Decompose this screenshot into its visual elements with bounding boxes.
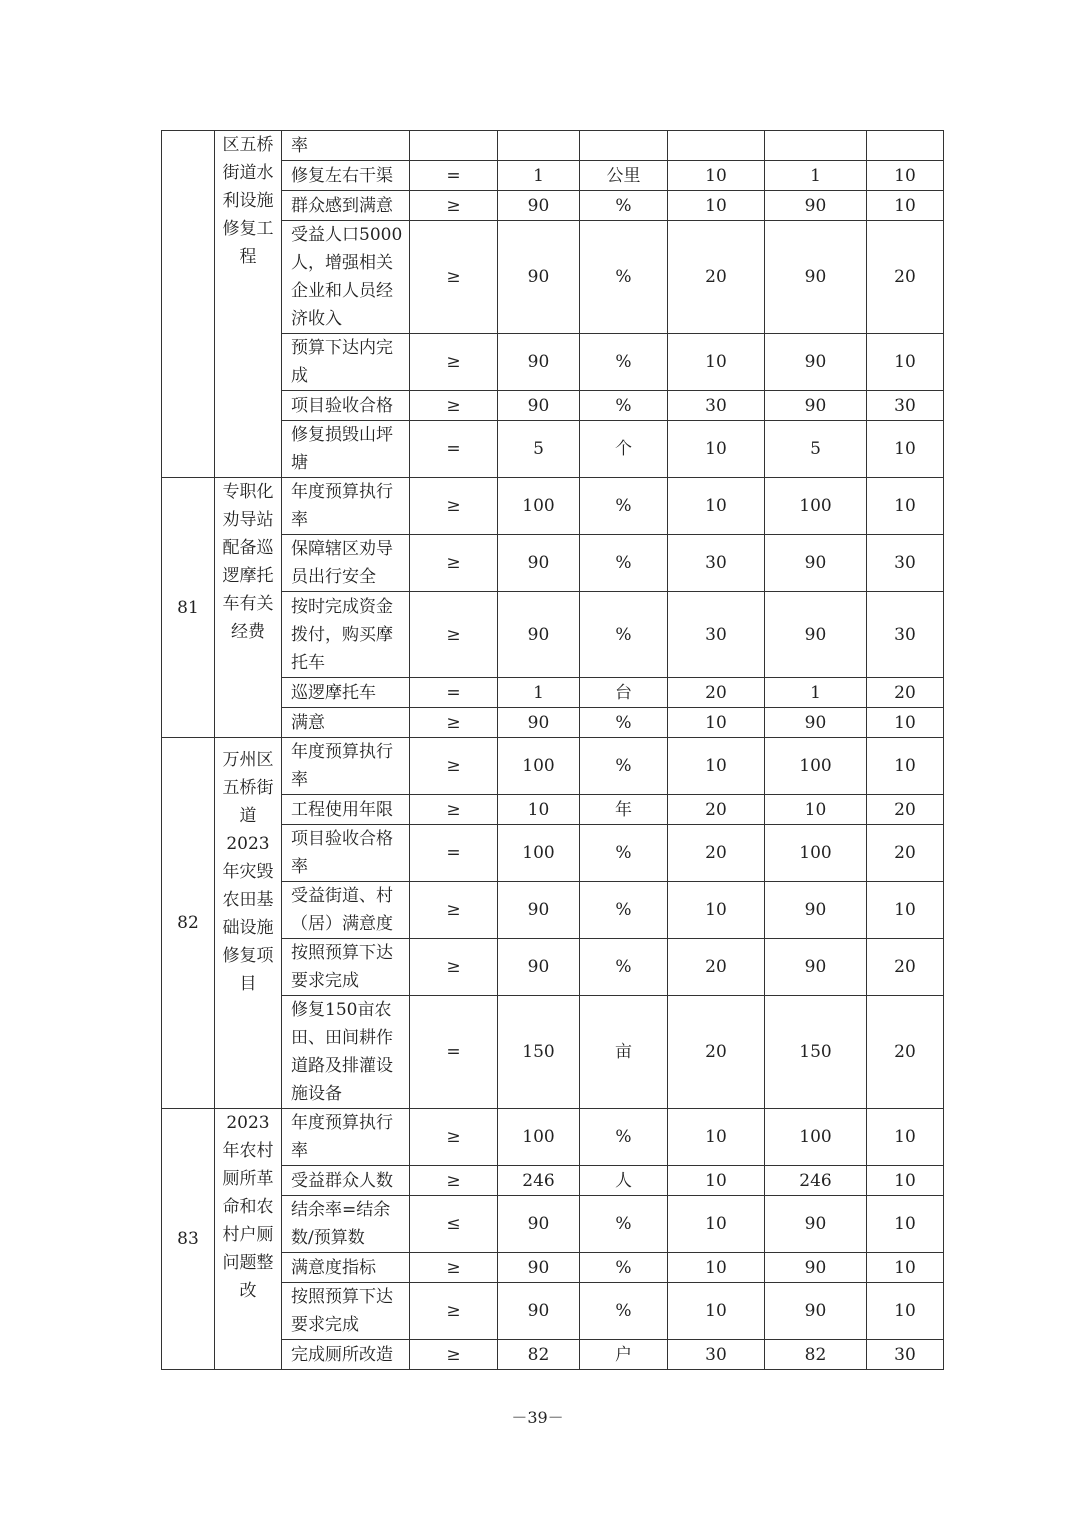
operator-cell: ≥: [410, 1109, 498, 1166]
score-cell: 20: [867, 221, 944, 334]
target-value-cell: 90: [498, 592, 580, 678]
score-cell: 30: [867, 391, 944, 421]
project-number-cell: 81: [162, 478, 215, 738]
indicator-cell: 完成厕所改造: [282, 1340, 410, 1370]
score-cell: 10: [867, 738, 944, 795]
score-cell: 10: [867, 1283, 944, 1340]
table-row: [162, 738, 944, 795]
unit-cell: %: [580, 1253, 668, 1283]
score-cell: 10: [867, 708, 944, 738]
indicator-cell: 年度预算执行率: [282, 478, 410, 535]
actual-value-cell: [765, 131, 867, 161]
indicator-cell: 满意: [282, 708, 410, 738]
weight-cell: 10: [668, 1283, 765, 1340]
weight-cell: [668, 131, 765, 161]
actual-value-cell: 150: [765, 996, 867, 1109]
score-cell: 30: [867, 592, 944, 678]
unit-cell: %: [580, 191, 668, 221]
indicator-cell: 工程使用年限: [282, 795, 410, 825]
target-value-cell: 90: [498, 882, 580, 939]
operator-cell: ≥: [410, 1253, 498, 1283]
unit-cell: %: [580, 825, 668, 882]
operator-cell: ≥: [410, 738, 498, 795]
unit-cell: %: [580, 334, 668, 391]
project-number-cell: [162, 131, 215, 478]
unit-cell: 人: [580, 1166, 668, 1196]
weight-cell: 20: [668, 996, 765, 1109]
target-value-cell: 100: [498, 1109, 580, 1166]
actual-value-cell: 246: [765, 1166, 867, 1196]
target-value-cell: 246: [498, 1166, 580, 1196]
weight-cell: 30: [668, 391, 765, 421]
actual-value-cell: 90: [765, 592, 867, 678]
operator-cell: ≥: [410, 1340, 498, 1370]
actual-value-cell: 90: [765, 334, 867, 391]
operator-cell: =: [410, 825, 498, 882]
indicator-cell: 受益街道、村（居）满意度: [282, 882, 410, 939]
target-value-cell: 90: [498, 1283, 580, 1340]
project-name-cell: 2023年农村厕所革命和农村户厕问题整改: [215, 1109, 282, 1370]
target-value-cell: 90: [498, 1196, 580, 1253]
table-row: [162, 478, 944, 535]
operator-cell: ≥: [410, 708, 498, 738]
score-cell: [867, 131, 944, 161]
project-name-cell: 万州区五桥街道2023年灾毁农田基础设施修复项目: [215, 738, 282, 1109]
actual-value-cell: 5: [765, 421, 867, 478]
score-cell: 10: [867, 421, 944, 478]
actual-value-cell: 82: [765, 1340, 867, 1370]
indicator-cell: 按照预算下达要求完成: [282, 1283, 410, 1340]
indicator-cell: 预算下达内完成: [282, 334, 410, 391]
indicator-cell: 年度预算执行率: [282, 1109, 410, 1166]
unit-cell: 公里: [580, 161, 668, 191]
score-cell: 10: [867, 1253, 944, 1283]
target-value-cell: 100: [498, 825, 580, 882]
weight-cell: 20: [668, 678, 765, 708]
score-cell: 10: [867, 161, 944, 191]
indicator-cell: 按时完成资金拨付，购买摩托车: [282, 592, 410, 678]
project-number-cell: 83: [162, 1109, 215, 1370]
performance-indicator-table: [161, 130, 944, 1370]
score-cell: 30: [867, 535, 944, 592]
indicator-cell: 按照预算下达要求完成: [282, 939, 410, 996]
weight-cell: 20: [668, 939, 765, 996]
unit-cell: %: [580, 478, 668, 535]
operator-cell: ≥: [410, 882, 498, 939]
target-value-cell: [498, 131, 580, 161]
indicator-cell: 受益群众人数: [282, 1166, 410, 1196]
actual-value-cell: 100: [765, 825, 867, 882]
operator-cell: ≥: [410, 221, 498, 334]
operator-cell: ≤: [410, 1196, 498, 1253]
weight-cell: 10: [668, 882, 765, 939]
table-row: [162, 1109, 944, 1166]
weight-cell: 20: [668, 795, 765, 825]
actual-value-cell: 100: [765, 478, 867, 535]
unit-cell: 台: [580, 678, 668, 708]
actual-value-cell: 90: [765, 535, 867, 592]
unit-cell: 户: [580, 1340, 668, 1370]
target-value-cell: 90: [498, 391, 580, 421]
indicator-cell: 修复左右干渠: [282, 161, 410, 191]
actual-value-cell: 1: [765, 161, 867, 191]
unit-cell: %: [580, 1109, 668, 1166]
actual-value-cell: 90: [765, 708, 867, 738]
score-cell: 20: [867, 825, 944, 882]
operator-cell: ≥: [410, 478, 498, 535]
weight-cell: 10: [668, 191, 765, 221]
project-name-cell: 区五桥街道水利设施修复工程: [215, 131, 282, 478]
operator-cell: ≥: [410, 939, 498, 996]
indicator-cell: 受益人口5000人，增强相关企业和人员经济收入: [282, 221, 410, 334]
weight-cell: 10: [668, 161, 765, 191]
operator-cell: ≥: [410, 1166, 498, 1196]
indicator-cell: 保障辖区劝导员出行安全: [282, 535, 410, 592]
unit-cell: %: [580, 939, 668, 996]
indicator-cell: 巡逻摩托车: [282, 678, 410, 708]
score-cell: 10: [867, 478, 944, 535]
score-cell: 10: [867, 1166, 944, 1196]
target-value-cell: 82: [498, 1340, 580, 1370]
actual-value-cell: 90: [765, 1253, 867, 1283]
operator-cell: =: [410, 161, 498, 191]
unit-cell: %: [580, 1196, 668, 1253]
target-value-cell: 90: [498, 1253, 580, 1283]
weight-cell: 10: [668, 738, 765, 795]
actual-value-cell: 10: [765, 795, 867, 825]
target-value-cell: 5: [498, 421, 580, 478]
weight-cell: 10: [668, 1196, 765, 1253]
indicator-cell: 率: [282, 131, 410, 161]
unit-cell: %: [580, 592, 668, 678]
page-number: －39－: [511, 1408, 564, 1427]
target-value-cell: 90: [498, 708, 580, 738]
score-cell: 10: [867, 191, 944, 221]
score-cell: 30: [867, 1340, 944, 1370]
score-cell: 10: [867, 334, 944, 391]
operator-cell: =: [410, 996, 498, 1109]
indicator-cell: 年度预算执行率: [282, 738, 410, 795]
weight-cell: 20: [668, 825, 765, 882]
score-cell: 10: [867, 1109, 944, 1166]
operator-cell: ≥: [410, 1283, 498, 1340]
unit-cell: 年: [580, 795, 668, 825]
unit-cell: %: [580, 738, 668, 795]
weight-cell: 30: [668, 1340, 765, 1370]
target-value-cell: 90: [498, 939, 580, 996]
score-cell: 10: [867, 1196, 944, 1253]
actual-value-cell: 90: [765, 1283, 867, 1340]
unit-cell: %: [580, 708, 668, 738]
target-value-cell: 100: [498, 738, 580, 795]
actual-value-cell: 90: [765, 391, 867, 421]
unit-cell: [580, 131, 668, 161]
indicator-cell: 项目验收合格: [282, 391, 410, 421]
weight-cell: 10: [668, 334, 765, 391]
target-value-cell: 1: [498, 678, 580, 708]
score-cell: 20: [867, 678, 944, 708]
weight-cell: 10: [668, 1253, 765, 1283]
operator-cell: ≥: [410, 535, 498, 592]
score-cell: 20: [867, 996, 944, 1109]
indicator-cell: 项目验收合格率: [282, 825, 410, 882]
target-value-cell: 1: [498, 161, 580, 191]
operator-cell: [410, 131, 498, 161]
score-cell: 20: [867, 939, 944, 996]
unit-cell: %: [580, 535, 668, 592]
operator-cell: ≥: [410, 592, 498, 678]
weight-cell: 10: [668, 1109, 765, 1166]
weight-cell: 30: [668, 535, 765, 592]
actual-value-cell: 100: [765, 1109, 867, 1166]
target-value-cell: 90: [498, 334, 580, 391]
indicator-cell: 群众感到满意: [282, 191, 410, 221]
actual-value-cell: 90: [765, 1196, 867, 1253]
unit-cell: 个: [580, 421, 668, 478]
weight-cell: 10: [668, 478, 765, 535]
indicator-cell: 结余率=结余数/预算数: [282, 1196, 410, 1253]
target-value-cell: 90: [498, 535, 580, 592]
actual-value-cell: 90: [765, 939, 867, 996]
weight-cell: 10: [668, 1166, 765, 1196]
project-number-cell: 82: [162, 738, 215, 1109]
operator-cell: ≥: [410, 391, 498, 421]
indicator-cell: 修复150亩农田、田间耕作道路及排灌设施设备: [282, 996, 410, 1109]
weight-cell: 30: [668, 592, 765, 678]
actual-value-cell: 1: [765, 678, 867, 708]
operator-cell: ≥: [410, 191, 498, 221]
operator-cell: ≥: [410, 795, 498, 825]
weight-cell: 10: [668, 421, 765, 478]
unit-cell: 亩: [580, 996, 668, 1109]
target-value-cell: 10: [498, 795, 580, 825]
target-value-cell: 100: [498, 478, 580, 535]
score-cell: 10: [867, 882, 944, 939]
actual-value-cell: 100: [765, 738, 867, 795]
indicator-cell: 满意度指标: [282, 1253, 410, 1283]
unit-cell: %: [580, 391, 668, 421]
target-value-cell: 150: [498, 996, 580, 1109]
project-name-cell: 专职化劝导站配备巡逻摩托车有关经费: [215, 478, 282, 738]
target-value-cell: 90: [498, 221, 580, 334]
table-row: [162, 131, 944, 161]
unit-cell: %: [580, 882, 668, 939]
unit-cell: %: [580, 221, 668, 334]
weight-cell: 10: [668, 708, 765, 738]
target-value-cell: 90: [498, 191, 580, 221]
weight-cell: 20: [668, 221, 765, 334]
actual-value-cell: 90: [765, 191, 867, 221]
operator-cell: ≥: [410, 334, 498, 391]
unit-cell: %: [580, 1283, 668, 1340]
operator-cell: =: [410, 421, 498, 478]
actual-value-cell: 90: [765, 882, 867, 939]
score-cell: 20: [867, 795, 944, 825]
actual-value-cell: 90: [765, 221, 867, 334]
indicator-cell: 修复损毁山坪塘: [282, 421, 410, 478]
operator-cell: =: [410, 678, 498, 708]
